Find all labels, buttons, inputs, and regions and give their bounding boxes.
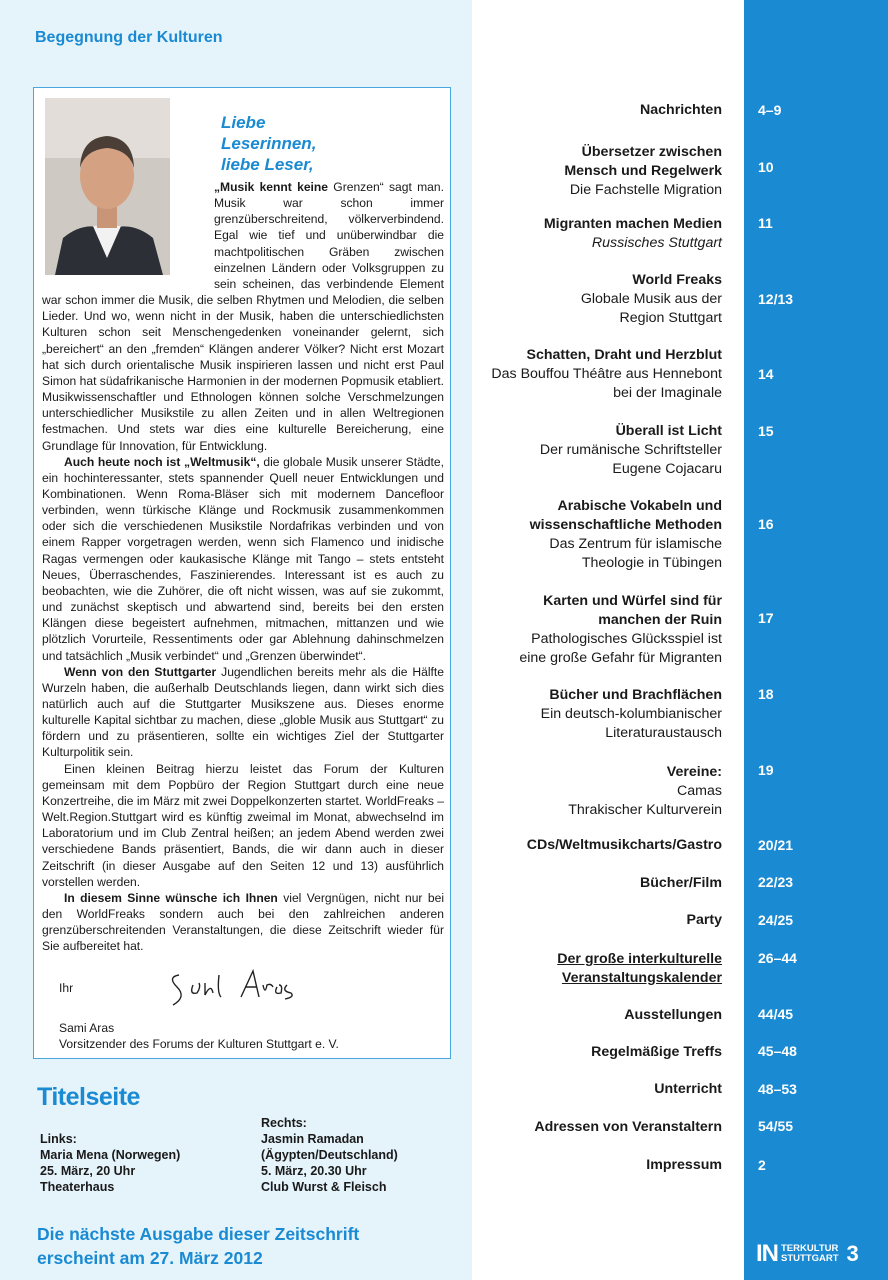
toc-entry[interactable]: [470, 1118, 722, 1137]
logo-in: IN: [756, 1240, 778, 1267]
toc-page-number[interactable]: 18: [758, 686, 774, 702]
toc-entry-subtitle: Camas: [677, 783, 722, 799]
toc-entry-subtitle: Thrakischer Kulturverein: [568, 802, 722, 818]
toc-page-number[interactable]: 20/21: [758, 837, 794, 853]
greeting-line: liebe Leser,: [221, 155, 314, 174]
toc-entry-title: Mensch und Regelwerk: [564, 163, 722, 179]
toc-page-number[interactable]: 15: [758, 423, 774, 439]
toc-entry-subtitle: Eugene Cojacaru: [612, 461, 722, 477]
toc-entry-title: Vereine:: [666, 764, 722, 780]
toc-entry-subtitle: Ein deutsch-kolumbianischer: [540, 706, 722, 722]
editorial-paragraph: Wenn von den Stuttgarter Jugendlichen bereits mehr als die Hälfte Wurzeln haben, die außerhalb Deutschlands liegen, dann wirkt sich dies natürlich auch auf die Stuttgarter Musikszene aus. Dieses enorme kulturelle Kapital sichtbar zu machen, diese „globle Musik aus Stuttgart“ zu fördern und zu präsentieren, sollte ein wichtiges Ziel der Stuttgarter Kulturpolitik sein.: [42, 664, 444, 760]
toc-page-number[interactable]: 19: [758, 762, 774, 778]
toc-page-number[interactable]: 17: [758, 610, 774, 626]
toc-entry-subtitle: bei der Imaginale: [613, 385, 722, 401]
toc-page-number[interactable]: 54/55: [758, 1118, 794, 1134]
toc-page-number[interactable]: 14: [758, 366, 774, 382]
toc-entry[interactable]: [470, 101, 722, 120]
toc-entry[interactable]: [470, 1006, 722, 1025]
toc-page-number[interactable]: 4–9: [758, 102, 782, 118]
toc-page-number[interactable]: 44/45: [758, 1006, 794, 1022]
toc-entry-title: World Freaks: [632, 272, 722, 288]
toc-entry-title: Bücher und Brachflächen: [549, 687, 722, 703]
toc-entry-subtitle: Der rumänische Schriftsteller: [539, 442, 722, 458]
handwritten-signature: [159, 963, 309, 1011]
toc-entry-title: Nachrichten: [640, 102, 722, 118]
toc-entry[interactable]: [470, 911, 722, 930]
toc-page-number[interactable]: 16: [758, 516, 774, 532]
toc-entry-title: Unterricht: [654, 1081, 722, 1097]
logo-line: STUTTGART: [781, 1253, 839, 1264]
toc-entry-subtitle: Literaturaustausch: [605, 725, 722, 741]
toc-entry[interactable]: [470, 422, 722, 479]
toc-entry-title: Bücher/Film: [640, 875, 722, 891]
signer-name: Sami Aras: [59, 1021, 115, 1035]
toc-entry[interactable]: [470, 686, 722, 743]
toc-entry-title: Impressum: [646, 1157, 722, 1173]
toc-page-number[interactable]: 45–48: [758, 1043, 797, 1059]
toc-entry-title: Ausstellungen: [624, 1007, 722, 1023]
toc-entry-subtitle: Das Bouffou Théâtre aus Hennebont: [491, 366, 722, 382]
toc-entry-title: Schatten, Draht und Herzblut: [526, 347, 722, 363]
toc-entry-subtitle: Die Fachstelle Migration: [569, 182, 722, 198]
toc-entry-subtitle: Theologie in Tübingen: [581, 555, 722, 571]
cover-credit-left: Links: Maria Mena (Norwegen) 25. März, 20 Uhr Theaterhaus: [40, 1132, 181, 1194]
toc-entry-title: Regelmäßige Treffs: [591, 1044, 722, 1060]
logo-line: TERKULTUR: [781, 1243, 839, 1254]
toc-entry[interactable]: [470, 497, 722, 573]
editorial-box: [33, 87, 451, 1059]
toc-page-number[interactable]: 48–53: [758, 1081, 797, 1097]
toc-entry[interactable]: [470, 1156, 722, 1175]
toc-page-number[interactable]: 10: [758, 159, 774, 175]
toc-entry-subtitle: Das Zentrum für islamische: [549, 536, 722, 552]
toc-entry-title: Party: [686, 912, 722, 928]
toc-page-number[interactable]: 12/13: [758, 291, 794, 307]
toc-entry[interactable]: [470, 950, 722, 988]
editorial-paragraph: Einen kleinen Beitrag hierzu leistet das Forum der Kulturen gemeinsam mit dem Popbüro der Region Stuttgart durch eine neue Konzertreihe, die im März mit zwei Doppelkonzerten startet. WorldFreaks – Welt.Region.Stuttgart wird es künftig zweimal im Monat, abwechselnd im Laboratorium und im Club Zentral heißen; an jedem Abend werden zwei verschiedene Bands präsentiert, Bands, die wir dann auch in dieser Zeitschrift (in dieser Ausgabe auf den Seiten 12 und 13) ausführlich vorstellen werden.: [42, 761, 444, 889]
toc-entry-title: Arabische Vokabeln und: [557, 498, 722, 514]
editorial-paragraph: Auch heute noch ist „Weltmusik“, die globale Musik unserer Städte, ein hochinteressanter, stets spannender Quell neuer Entwicklungen und Kombinationen. Wenn Roma-Bläser sich mit modernem Dancefloor verbinden, wenn türkische Klänge und Rockmusik zusammenkommen oder sich die verschiedenen Musikstile Nordafrikas verbinden und von einem Rapper vorgetragen werden, wenn sich Flamenco und inidische Ragas vermengen oder kaukasische Klänge mit Tango – stets entsteht Neues, Überraschendes, Faszinierendes. Interessant ist es auch zu beobachten, wie die Zuhörer, die oft nicht wissen, was auf sie zukommt, und zunächst skeptisch und abwartend sind, bereits bei den ersten Klängen diese begeistert aufnehmen, mitmachen, mittanzen und wie plötzlich Vorurteile, Ressentiments oder gar Ablehnung dahinschmelzen und tatsächlich „Musik verbindet“ und „Grenzen überwindet“.: [42, 454, 444, 663]
toc-entry[interactable]: [470, 215, 722, 253]
greeting-line: Leserinnen,: [221, 134, 317, 153]
toc-entry[interactable]: [470, 874, 722, 893]
closing-text: Ihr: [59, 981, 74, 995]
toc-entry-subtitle: Russisches Stuttgart: [591, 235, 722, 251]
toc-entry-title: Migranten machen Medien: [543, 216, 722, 232]
toc-page-number[interactable]: 2: [758, 1157, 766, 1173]
toc-entry[interactable]: [470, 346, 722, 403]
magazine-logo: [756, 1240, 859, 1268]
toc-entry-title: CDs/Weltmusikcharts/Gastro: [526, 837, 722, 853]
toc-entry[interactable]: [470, 271, 722, 328]
toc-entry-title: manchen der Ruin: [598, 612, 722, 628]
toc-entry-title: Der große interkulturelle: [557, 951, 722, 967]
toc-entry-subtitle: Region Stuttgart: [619, 310, 722, 326]
toc-entry-title: Adressen von Veranstaltern: [534, 1119, 722, 1135]
toc-entry-title: Karten und Würfel sind für: [543, 593, 722, 609]
page-number: 3: [846, 1241, 859, 1266]
section-title: Begegnung der Kulturen: [35, 29, 223, 46]
toc-page-number[interactable]: 22/23: [758, 874, 794, 890]
toc-entry-title: Übersetzer zwischen: [581, 144, 722, 160]
toc-page-number[interactable]: 11: [758, 215, 773, 231]
toc-page-number[interactable]: 26–44: [758, 950, 797, 966]
toc-page-number[interactable]: 24/25: [758, 912, 794, 928]
toc-entry[interactable]: [470, 763, 722, 820]
toc-entry[interactable]: [470, 592, 722, 668]
toc-entry-subtitle: Globale Musik aus der: [580, 291, 722, 307]
toc-entry[interactable]: [470, 143, 722, 200]
toc-entry-title: Überall ist Licht: [615, 423, 722, 439]
toc-entry-title: wissenschaftliche Methoden: [529, 517, 722, 533]
toc-entry[interactable]: [470, 1043, 722, 1062]
editorial-body: [42, 98, 444, 955]
cover-credit-right: Rechts: Jasmin Ramadan (Ägypten/Deutschland) 5. März, 20.30 Uhr Club Wurst & Fleisch: [261, 1116, 398, 1194]
signer-title: Vorsitzender des Forums der Kulturen Stuttgart e. V.: [59, 1037, 339, 1051]
greeting-line: Liebe: [221, 113, 266, 132]
editorial-signature-block: [59, 979, 439, 1054]
cover-heading: Titelseite: [37, 1083, 140, 1111]
toc-entry[interactable]: [470, 836, 722, 855]
toc-entry-subtitle: Pathologisches Glücksspiel ist: [531, 631, 722, 647]
toc-entry-subtitle: eine große Gefahr für Migranten: [519, 650, 722, 666]
editorial-paragraph: „Musik kennt keine Grenzen“ sagt man. Musik war schon immer grenzüberschreitend, völkerverbindend. Egal wie tief und unüberwindbar die machtpolitischen Gräben zwischen einzelnen Ländern oder Volksgruppen zu sein scheinen, das verbindende Element war schon immer die Musik, die selben Rhytmen und Melodien, die selben Lieder. Und wo, wenn nicht in der Musik, haben die unterschiedlichsten Kulturen schon seit Menschengedenken voneinander gelernt, sich „bereichert“ an den „fremden“ Klängen anderer Völker? Nicht erst Mozart hat sich durch orientalische Musik inspirieren lassen und nicht erst Paul Simon hat südafrikanische Harmonien in der modernen Popmusik etabliert. Musikwissenschaftler und Ethnologen können solche Verschmelzungen unterschiedlicher Musikstile zu allen Zeiten und in allen Weltregionen festmachen. Und stets war dies eine kulturelle Bereicherung, eine Grundlage für Innovation, für Entwicklung.: [42, 180, 444, 453]
editorial-paragraph: In diesem Sinne wünsche ich Ihnen viel Vergnügen, nicht nur bei den WorldFreaks sondern auch bei den zahlreichen anderen grenzüberschreitenden Veranstaltungen, die diese Zeitschrift wieder für Sie aufbereitet hat.: [42, 890, 445, 954]
next-issue-notice: Die nächste Ausgabe dieser Zeitschrift erscheint am 27. März 2012: [37, 1224, 360, 1268]
toc-entry[interactable]: [470, 1080, 722, 1099]
toc-entry-title: Veranstaltungskalender: [561, 970, 722, 986]
